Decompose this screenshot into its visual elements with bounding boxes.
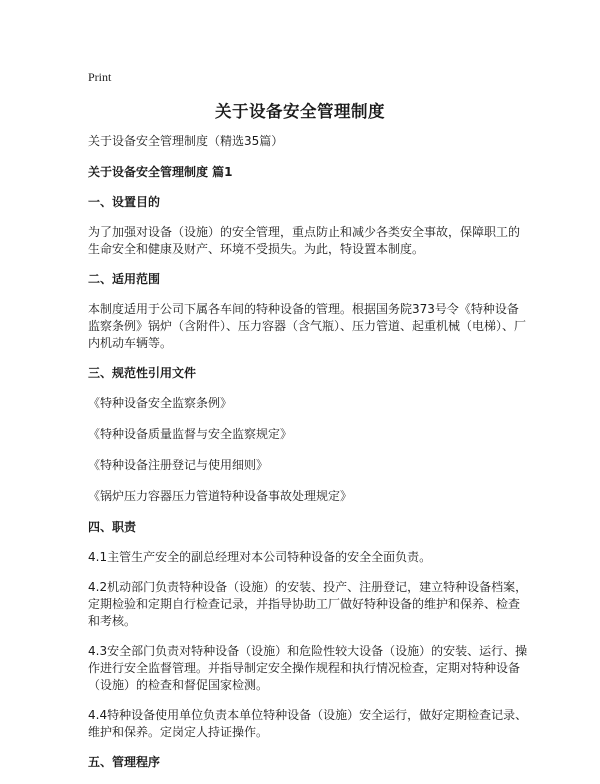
reference-item: 《特种设备注册登记与使用细则》: [88, 458, 269, 472]
heading-purpose: 一、设置目的: [88, 195, 161, 209]
reference-item: 《特种设备质量监督与安全监察规定》: [88, 427, 293, 441]
responsibility-item: 4.4特种设备使用单位负责本单位特种设备（设施）安全运行，做好定期检查记录、维护和保养。定岗定人持证操作。: [88, 708, 528, 739]
print-link[interactable]: Print: [88, 70, 112, 84]
heading-procedure: 五、管理程序: [88, 755, 161, 769]
document-subtitle: 关于设备安全管理制度（精选35篇）: [88, 134, 284, 148]
responsibility-item: 4.2机动部门负责特种设备（设施）的安装、投产、注册登记，建立特种设备档案，定期检验和定期自行检查记录，并指导协助工厂做好特种设备的维护和保养、检查和考核。: [88, 580, 528, 628]
document-body: [88, 133, 528, 784]
section-title: 关于设备安全管理制度 篇1: [88, 165, 233, 179]
heading-scope: 二、适用范围: [88, 272, 161, 286]
reference-item: 《特种设备安全监察条例》: [88, 396, 233, 410]
paragraph-scope: 本制度适用于公司下属各车间的特种设备的管理。根据国务院373号令《特种设备监察条例》锅炉（含附件）、压力容器（含气瓶）、压力管道、起重机械（电梯）、厂内机动车辆等。: [88, 302, 527, 350]
heading-responsibilities: 四、职责: [88, 520, 137, 534]
responsibility-item: 4.1主管生产安全的副总经理对本公司特种设备的安全全面负责。: [88, 550, 432, 564]
heading-references: 三、规范性引用文件: [88, 366, 197, 380]
reference-item: 《锅炉压力容器压力管道特种设备事故处理规定》: [88, 489, 353, 503]
responsibility-item: 4.3安全部门负责对特种设备（设施）和危险性较大设备（设施）的安装、运行、操作进行安全监督管理。并指导制定安全操作规程和执行情况检查，定期对特种设备（设施）的检查和督促国家检测。: [88, 644, 528, 692]
paragraph-purpose: 为了加强对设备（设施）的安全管理，重点防止和减少各类安全事故，保障职工的生命安全和健康及财产、环境不受损失。为此，特设置本制度。: [88, 225, 521, 256]
page-title: 关于设备安全管理制度: [215, 102, 385, 121]
